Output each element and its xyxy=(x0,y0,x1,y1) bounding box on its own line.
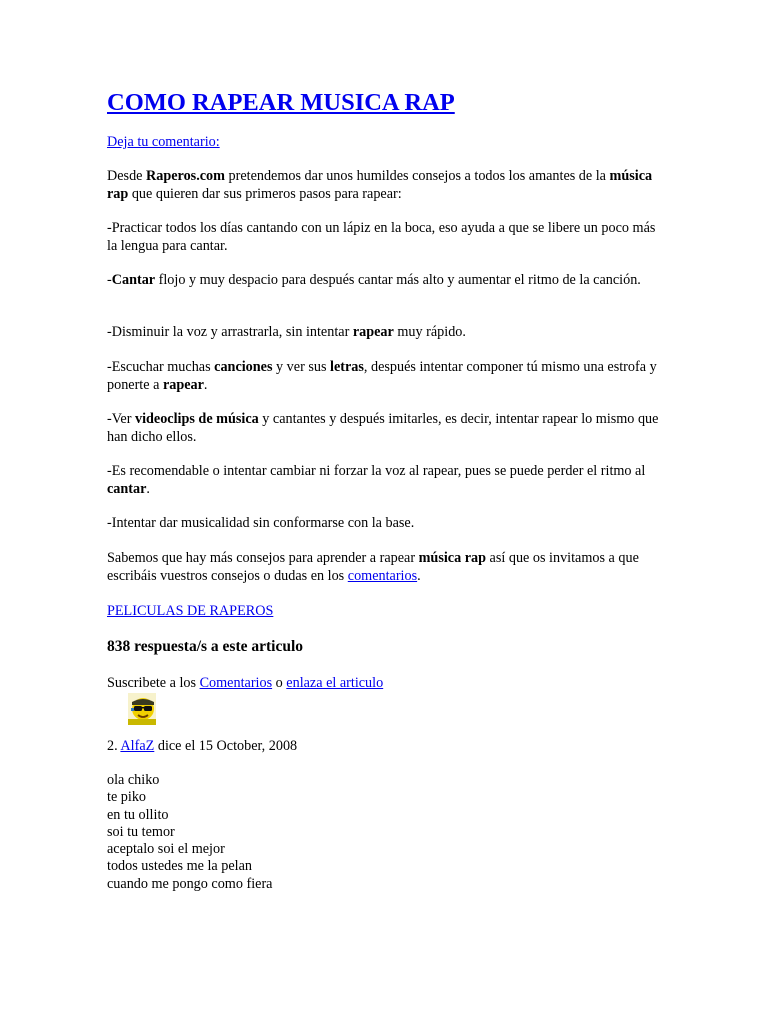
tip-3 xyxy=(107,324,466,342)
leave-comment-link[interactable]: Deja tu comentario: xyxy=(107,134,220,150)
tip-6-bold: cantar xyxy=(107,480,147,497)
link-article-link[interactable]: enlaza el articulo xyxy=(286,675,384,691)
intro-bold-site: Raperos.com xyxy=(146,168,225,184)
tip-7: -Intentar dar musicalidad sin conformarse con la base. xyxy=(107,515,415,531)
comment-line: te piko xyxy=(107,789,147,806)
comment-meta: dice el 15 October, 2008 xyxy=(154,738,298,754)
article-title-link[interactable]: COMO RAPEAR MUSICA RAP xyxy=(107,89,455,116)
outro-paragraph xyxy=(107,550,667,585)
outro-text-1: Sabemos que hay más consejos para aprender a rapear xyxy=(107,550,419,566)
comment-line: soi tu temor xyxy=(107,823,175,840)
tip-5-text-1: -Ver xyxy=(107,411,135,427)
comments-count-heading: 838 respuesta/s a este articulo xyxy=(107,638,304,655)
tip-4-bold-3: rapear xyxy=(162,376,204,393)
related-link-line xyxy=(107,603,273,621)
tip-2 xyxy=(107,272,641,290)
tip-4-text-4: . xyxy=(203,376,208,393)
comment-line: aceptalo soi el mejor xyxy=(107,841,225,858)
comment-number: 2. xyxy=(107,738,121,754)
comment-author-link[interactable]: AlfaZ xyxy=(120,738,155,754)
leave-comment-line xyxy=(107,134,220,152)
tip-2-text-1: - xyxy=(107,272,112,288)
subscribe-mid: o xyxy=(272,675,287,691)
tip-4-text-1: -Escuchar muchas xyxy=(107,359,215,375)
peliculas-link[interactable]: PELICULAS DE RAPEROS xyxy=(107,603,274,619)
tip-1: -Practicar todos los días cantando con un lápiz en la boca, eso ayuda a que se libere un poco más la lengua para cantar. xyxy=(107,220,656,254)
subscribe-comments-link[interactable]: Comentarios xyxy=(199,675,273,691)
tip-4-bold-2: letras xyxy=(330,359,364,375)
tip-4-bold-1: canciones xyxy=(214,359,273,375)
tip-2-bold: Cantar xyxy=(111,272,156,288)
outro-text-3: . xyxy=(417,567,421,584)
intro-text-3: que quieren dar sus primeros pasos para rapear: xyxy=(128,185,402,202)
comment-line: todos ustedes me la pelan xyxy=(107,858,252,875)
comment-line: cuando me pongo como fiera xyxy=(107,875,273,892)
tip-5-text-2: y cantantes y después imitarles, es decir, intentar rapear lo mismo que han dicho ellos. xyxy=(107,411,659,445)
tip-6-text-1: -Es recomendable o intentar cambiar ni forzar la voz al rapear, pues se puede perder el ritmo al xyxy=(107,463,646,479)
comments-link[interactable]: comentarios xyxy=(347,567,418,584)
comment-body xyxy=(107,772,272,893)
tip-3-bold: rapear xyxy=(352,324,394,340)
subscribe-line xyxy=(107,675,383,693)
subscribe-prefix: Suscribete a los xyxy=(107,675,200,691)
tip-2-text-2: flojo y muy despacio para después cantar más alto y aumentar el ritmo de la canción. xyxy=(155,272,641,288)
intro-bold-genre: música rap xyxy=(107,168,653,202)
outro-text-2: así que os invitamos a que escribáis vuestros consejos o dudas en los xyxy=(107,550,639,584)
tip-4 xyxy=(107,359,667,394)
comment-line: ola chiko xyxy=(107,772,160,788)
tip-3-text-2: muy rápido. xyxy=(393,324,466,340)
article-title[interactable] xyxy=(107,86,667,120)
article-page xyxy=(107,86,667,892)
tip-3-text-1: -Disminuir la voz y arrastrarla, sin intentar xyxy=(107,324,353,340)
comment-header xyxy=(107,738,297,756)
intro-text-2: pretendemos dar unos humildes consejos a todos los amantes de la xyxy=(224,168,610,184)
tip-4-text-3: , después intentar componer tú mismo una estrofa y ponerte a xyxy=(107,359,657,393)
comment-line: en tu ollito xyxy=(107,806,169,823)
tip-4-text-2: y ver sus xyxy=(272,359,331,375)
outro-bold: música rap xyxy=(418,550,486,566)
intro-paragraph xyxy=(107,168,667,203)
tip-6 xyxy=(107,463,667,498)
smiley-sunglasses-icon xyxy=(128,693,156,725)
tip-5-bold: videoclips de música xyxy=(134,411,259,427)
intro-text-1: Desde xyxy=(107,168,147,184)
tip-6-text-2: . xyxy=(146,480,150,497)
tip-5 xyxy=(107,411,667,446)
